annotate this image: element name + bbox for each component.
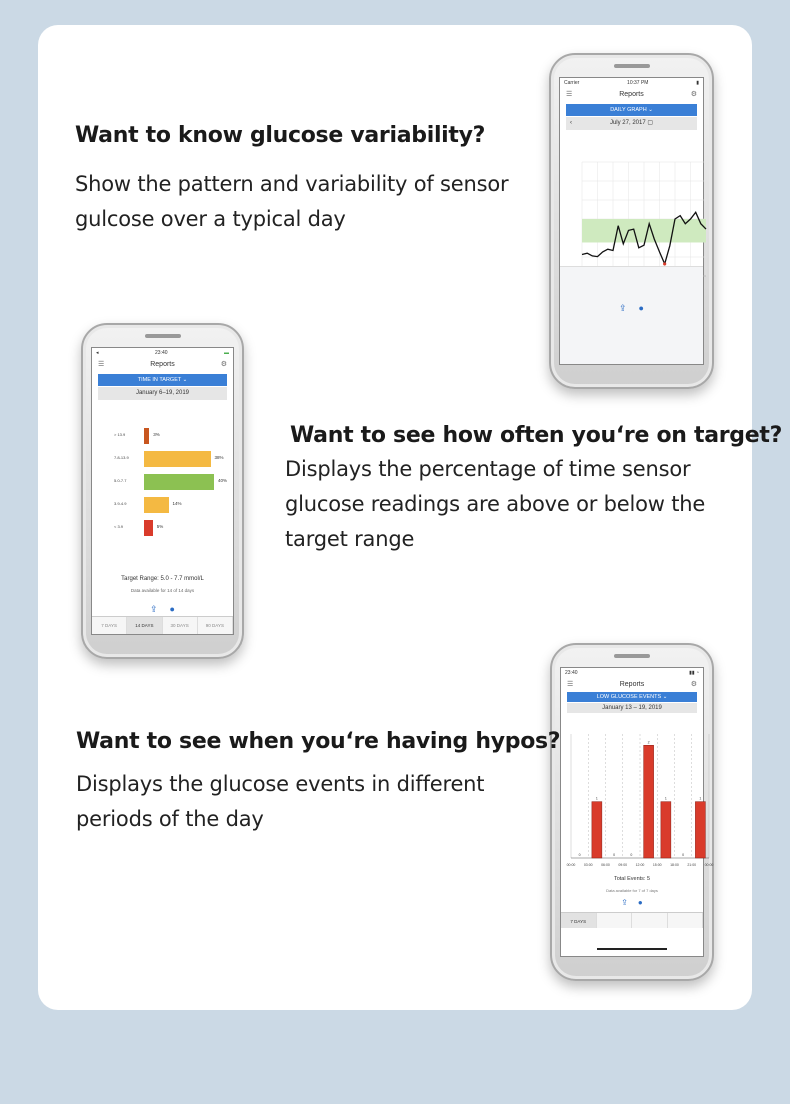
settings-icon[interactable]: ⚙	[220, 361, 227, 368]
event-bar	[592, 802, 602, 858]
range-bar	[144, 428, 149, 444]
section-2-body	[285, 452, 705, 557]
section-2-body-line: glucose readings are above or below the	[285, 492, 706, 516]
home-indicator	[597, 948, 667, 950]
event-bar	[695, 802, 705, 858]
tick-label: 03:00	[583, 863, 593, 867]
range-value: 5%	[156, 524, 164, 529]
share-icon[interactable]: ⇪	[619, 303, 627, 313]
phone-screen	[559, 77, 704, 365]
phone-time-in-target	[81, 323, 244, 659]
phone-speaker	[614, 64, 650, 68]
status-time: 23:40	[155, 350, 168, 356]
event-count: 0	[613, 853, 616, 857]
event-count: 0	[578, 853, 581, 857]
range-row	[100, 495, 225, 515]
phone-speaker	[145, 334, 181, 338]
section-1-heading: Want to know glucose variability?	[75, 123, 486, 148]
date-bar	[566, 117, 697, 130]
data-available-label: Data available for 14 of 14 days	[130, 588, 195, 593]
signal-icon: ▮▮ ◔	[689, 670, 699, 676]
period-tab[interactable]: 7 DAYS	[561, 913, 597, 928]
range-bar	[144, 497, 169, 513]
carrier-label: Carrier	[564, 80, 580, 86]
app-title: Reports	[619, 681, 645, 688]
menu-icon[interactable]: ☰	[98, 361, 105, 368]
battery-icon: ▬	[224, 350, 229, 356]
phone-low-glucose-events	[550, 643, 714, 981]
status-bar	[92, 348, 233, 358]
range-label: 3.9-4.9	[114, 501, 127, 506]
range-row	[100, 518, 225, 538]
status-bar	[561, 668, 703, 678]
footer-icons	[561, 898, 703, 907]
range-bar	[144, 520, 153, 536]
event-bar	[644, 745, 654, 858]
period-tab[interactable]	[668, 913, 704, 928]
date-label: January 13 – 19, 2019	[567, 703, 697, 713]
range-row	[100, 426, 225, 446]
event-count: 0	[630, 853, 633, 857]
range-label: 5.0-7.7	[114, 478, 127, 483]
info-icon[interactable]: ●	[169, 604, 175, 614]
share-icon[interactable]: ⇪	[621, 898, 628, 907]
period-tabs	[92, 616, 233, 634]
tick-label: 06:00	[601, 863, 610, 867]
app-title: Reports	[150, 361, 175, 368]
date-label: July 27, 2017	[609, 120, 646, 126]
target-range-label: Target Range: 5.0 - 7.7 mmol/L	[121, 576, 204, 582]
range-value: 38%	[214, 455, 224, 460]
menu-icon[interactable]: ☰	[567, 681, 574, 688]
phone-speaker	[614, 654, 650, 658]
tick-label: 09:00	[618, 863, 628, 867]
date-label: January 6–19, 2019	[98, 387, 227, 400]
range-bar	[144, 474, 214, 490]
share-icon[interactable]: ⇪	[150, 604, 158, 614]
tick-label: 12:00	[635, 863, 645, 867]
location-icon: ◂	[96, 350, 99, 356]
period-tab[interactable]: 7 DAYS	[92, 617, 127, 634]
period-tab[interactable]	[632, 913, 668, 928]
report-selector[interactable]: DAILY GRAPH ⌄	[566, 104, 697, 116]
info-icon[interactable]: ●	[637, 898, 643, 907]
calendar-icon[interactable]: ▢	[647, 120, 654, 126]
section-2-body-line: target range	[285, 527, 415, 551]
app-header	[560, 88, 703, 102]
range-label: > 13.9	[114, 432, 126, 437]
section-3-body-line: Displays the glucose events in different	[76, 772, 485, 796]
app-title: Reports	[619, 91, 644, 98]
event-count: 1	[699, 796, 702, 801]
event-count: 1	[595, 796, 598, 801]
period-tab[interactable]	[597, 913, 633, 928]
menu-icon[interactable]: ☰	[566, 91, 573, 98]
status-time: 10:37 PM	[627, 80, 649, 86]
phone-screen	[91, 347, 234, 635]
total-events-label: Total Events: 5	[613, 876, 651, 882]
section-2-body-line: Displays the percentage of time sensor	[285, 457, 691, 481]
time-in-target-chart	[100, 414, 228, 544]
footer-icons	[560, 267, 703, 314]
report-selector[interactable]: TIME IN TARGET ⌄	[98, 374, 227, 386]
app-header	[561, 678, 703, 692]
info-icon[interactable]: ●	[638, 303, 644, 313]
phone-screen	[560, 667, 714, 957]
battery-icon: ▮	[696, 80, 699, 86]
range-value: 14%	[172, 501, 182, 506]
report-selector[interactable]: LOW GLUCOSE EVENTS ⌄	[567, 692, 697, 702]
data-available-label: Data available for 7 of 7 days	[606, 888, 658, 893]
period-tabs	[561, 912, 703, 928]
footer-icons	[92, 604, 233, 615]
range-row	[100, 472, 228, 492]
tick-label: 18:00	[670, 863, 679, 867]
tick-label: 21:00	[687, 863, 697, 867]
graph-footer	[560, 266, 703, 364]
section-1-body-line: gulcose over a typical day	[75, 207, 346, 231]
section-3-body	[76, 767, 484, 837]
event-count: 2	[647, 740, 650, 745]
section-3-heading: Want to see when you‘re having hypos?	[76, 729, 561, 754]
section-3-body-line: periods of the day	[76, 807, 264, 831]
range-label: 7.8-13.9	[114, 455, 129, 460]
tick-label: 00:00	[704, 863, 714, 867]
section-1-body-line: Show the pattern and variability of sensor	[75, 172, 509, 196]
section-1-body	[75, 167, 508, 237]
settings-icon[interactable]: ⚙	[690, 91, 697, 98]
prev-arrow-icon[interactable]: ‹	[570, 120, 572, 126]
range-bar	[144, 451, 211, 467]
app-header	[92, 358, 233, 372]
content-card	[38, 25, 783, 1010]
event-count: 0	[682, 853, 685, 857]
period-tab[interactable]: 30 DAYS	[163, 617, 198, 634]
event-count: 1	[664, 796, 667, 801]
section-2-heading: Want to see how often you‘re on target?	[290, 423, 783, 448]
range-value: 40%	[218, 478, 228, 483]
event-bar	[661, 802, 671, 858]
period-tab[interactable]: 14 DAYS	[127, 617, 162, 634]
tick-label: 00:00	[566, 863, 576, 867]
tick-label: 15:00	[652, 863, 662, 867]
range-value: 3%	[153, 432, 160, 437]
low-glucose-chart	[565, 724, 714, 872]
status-time: 23:40	[565, 670, 578, 676]
range-label: < 3.9	[114, 524, 124, 529]
status-bar	[560, 78, 703, 88]
phone-daily-graph	[549, 53, 714, 389]
settings-icon[interactable]: ⚙	[690, 681, 697, 688]
period-tab[interactable]: 90 DAYS	[198, 617, 233, 634]
range-row	[100, 449, 225, 469]
